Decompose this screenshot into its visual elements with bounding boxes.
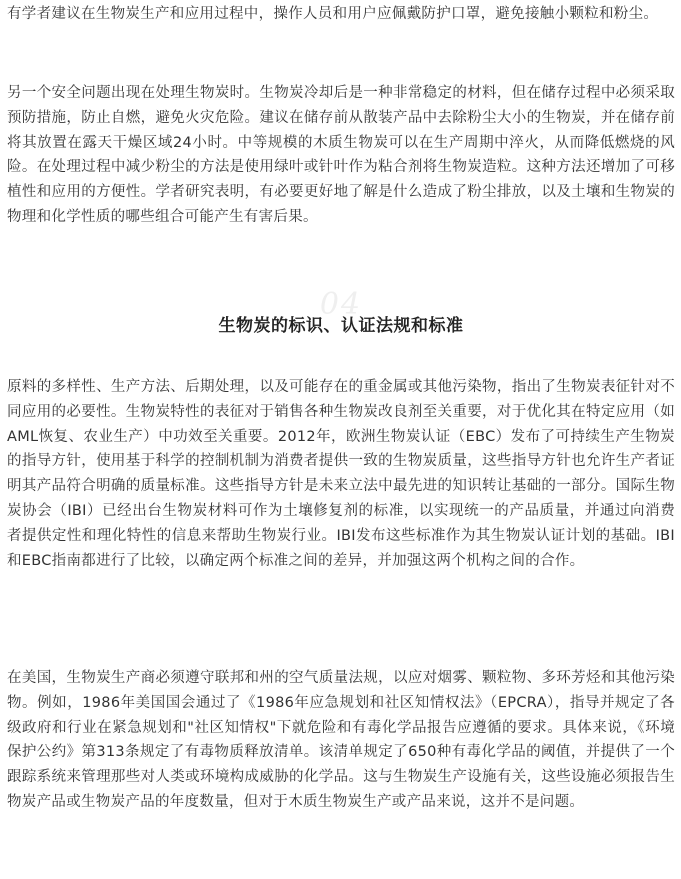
- paragraph-storage-safety: 另一个安全问题出现在处理生物炭时。生物炭冷却后是一种非常稳定的材料，但在储存过程中必须采取预防措施，防止自燃，避免火灾危险。建议在储存前从散装产品中去除粉尘大小的生物炭，并在储存前将其放置在露天干燥区域24小时。中等规模的木质生物炭可以在生产周期中淬火，从而降低燃烧的风险。在处理过程中减少粉尘的方法是使用绿叶或针叶作为粘合剂将生物炭造粒。这种方法还增加了可移植性和应用的方便性。学者研究表明，有必要更好地了解是什么造成了粉尘排放，以及土壤和生物炭的物理和化学性质的哪些组合可能产生有害后果。: [7, 85, 675, 225]
- section-number: 04: [319, 287, 363, 322]
- paragraph-us-regulations: 在美国，生物炭生产商必须遵守联邦和州的空气质量法规，以应对烟雾、颗粒物、多环芳烃和其他污染物。例如，1986年美国国会通过了《1986年应急规划和社区知情权法》（EPCRA），指导并规定了各级政府和行业在紧急规划和"社区知情权"下就危险和有毒化学品报告应遵循的要求。具体来说，《环境保护公约》第313条规定了有毒物质释放清单。该清单规定了650种有毒化学品的阈值，并提供了一个跟踪系统来管理那些对人类或环境构成威胁的化学品。这与生物炭生产设施有关，这些设施必须报告生物炭产品或生物炭产品的年度数量，但对于木质生物炭生产或产品来说，这并不是问题。: [7, 670, 675, 810]
- paragraph-dust-protection: 有学者建议在生物炭生产和应用过程中，操作人员和用户应佩戴防护口罩，避免接触小颗粒和粉尘。: [7, 6, 659, 22]
- section-header: [7, 287, 675, 347]
- paragraph-certification-standards: 原料的多样性、生产方法、后期处理，以及可能存在的重金属或其他污染物，指出了生物炭表征针对不同应用的必要性。生物炭特性的表征对于销售各种生物炭改良剂至关重要，对于优化其在特定应用（如AML恢复、农业生产）中功效至关重要。2012年，欧洲生物炭认证（EBC）发布了可持续生产生物炭的指导方针，使用基于科学的控制机制为消费者提供一致的生物炭质量，这些指导方针也允许生产者证明其产品符合明确的质量标准。这些指导方针是未来立法中最先进的知识转让基础的一部分。国际生物炭协会（IBI）已经出台生物炭材料可作为土壤修复剂的标准，以实现统一的产品质量，并通过向消费者提供定性和理化特性的信息来帮助生物炭行业。IBI发布这些标准作为其生物炭认证计划的基础。IBI和EBC指南都进行了比较，以确定两个标准之间的差异，并加强这两个机构之间的合作。: [7, 379, 675, 569]
- section-title: 生物炭的标识、认证法规和标准: [218, 316, 464, 336]
